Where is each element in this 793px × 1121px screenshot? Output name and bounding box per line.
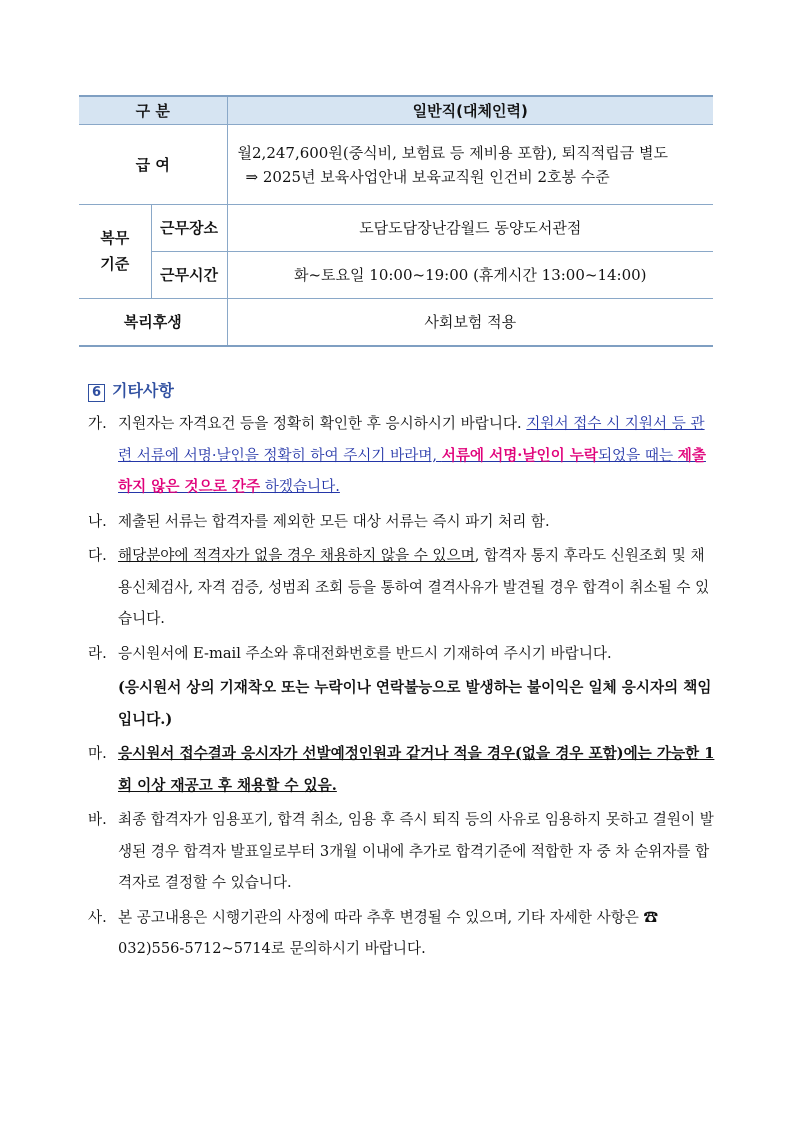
item-marker: 가. [88, 415, 107, 432]
section-number: 6 [88, 384, 105, 402]
item-text-highlight: 제출하지 않은 것으로 간주 [118, 446, 706, 495]
work-time-value: 화~토요일 10:00~19:00 (휴게시간 13:00~14:00) [227, 252, 713, 299]
item-text: 본 공고내용은 시행기관의 사정에 따라 추후 변경될 수 있으며, 기타 자세한 사항은 ☎ 032)556-5712~5714로 문의하시기 바랍니다. [118, 908, 659, 957]
list-item-ba [88, 804, 718, 899]
item-marker: 다. [88, 547, 107, 564]
work-time-label: 근무시간 [151, 252, 227, 299]
salary-line-2: ⇒ 2025년 보육사업안내 보육교직원 인건비 2호봉 수준 [245, 167, 610, 186]
list-item-na [88, 506, 718, 538]
employment-conditions-table [79, 95, 713, 347]
item-text: 최종 합격자가 임용포기, 합격 취소, 임용 후 즉시 퇴직 등의 사유로 임용하지 못하고 결원이 발생된 경우 합격자 발표일로부터 3개월 이내에 추가로 합격기준에 적합한 자 중 차 순위자를 합격자로 결정할 수 있습니다. [118, 811, 714, 891]
list-item-ma [88, 738, 718, 801]
section-title: 기타사항 [112, 381, 174, 400]
salary-line-1: 월2,247,600원(중식비, 보험료 등 제비용 포함), 퇴직적립금 별도 [237, 143, 668, 162]
work-place-value: 도담도담장난감월드 동양도서관점 [227, 205, 713, 252]
work-place-row [79, 205, 713, 252]
salary-label: 급 여 [79, 125, 227, 205]
list-item-da [88, 540, 718, 635]
work-time-row [79, 252, 713, 299]
list-item-ga [88, 408, 718, 503]
section-heading [88, 378, 174, 402]
welfare-row [79, 299, 713, 346]
item-text: 지원자는 자격요건 등을 정확히 확인한 후 응시하시기 바랍니다. [118, 415, 527, 432]
welfare-label: 복리후생 [79, 299, 227, 346]
item-text: , 합격자 통지 후라도 신원조회 및 채용신체검사, 자격 검증, 성범죄 조회 등을 통하여 결격사유가 발견될 경우 합격이 취소될 수 있습니다. [118, 547, 710, 627]
header-position: 일반직(대체인력) [227, 96, 713, 125]
list-item-sa [88, 902, 718, 965]
item-text-underlined: 하겠습니다. [260, 478, 340, 495]
item-text: 제출된 서류는 합격자를 제외한 모든 대상 서류는 즉시 파기 처리 함. [118, 512, 550, 530]
salary-row [79, 125, 713, 205]
item-marker: 마. [88, 745, 107, 762]
list-item-ra-note: (응시원서 상의 기재착오 또는 누락이나 연락불능으로 발생하는 불이익은 일체 응시자의 책임입니다.) [118, 679, 712, 728]
item-text: 응시원서 접수결과 응시자가 선발예정인원과 같거나 적을 경우(없을 경우 포함)에는 가능한 1회 이상 재공고 후 채용할 수 있음. [118, 745, 715, 794]
item-text-underlined: 지원서 접수 시 지원서 등 관련 서류에 서명·날인을 정확히 하여 주시기 바라며, [118, 415, 705, 464]
item-marker: 나. [88, 512, 107, 530]
item-marker: 라. [88, 644, 107, 662]
salary-value [227, 125, 713, 205]
item-text: 응시원서에 E-mail 주소와 휴대전화번호를 반드시 기재하여 주시기 바랍니다. [118, 644, 612, 662]
header-category: 구 분 [79, 96, 227, 125]
item-text-highlight: 서류에 서명·날인이 누락 [441, 446, 598, 464]
item-marker: 바. [88, 811, 107, 828]
item-text-underlined: 해당분야에 적격자가 없을 경우 채용하지 않을 수 있으며 [118, 547, 475, 564]
item-marker: 사. [88, 908, 107, 926]
work-place-label: 근무장소 [151, 205, 227, 252]
service-label: 복무 기준 [79, 205, 151, 299]
welfare-value: 사회보험 적용 [227, 299, 713, 346]
table-header-row [79, 96, 713, 125]
list-item-ra [88, 638, 718, 670]
item-text-underlined: 되었을 때는 [597, 446, 678, 464]
notes-list [88, 408, 718, 965]
